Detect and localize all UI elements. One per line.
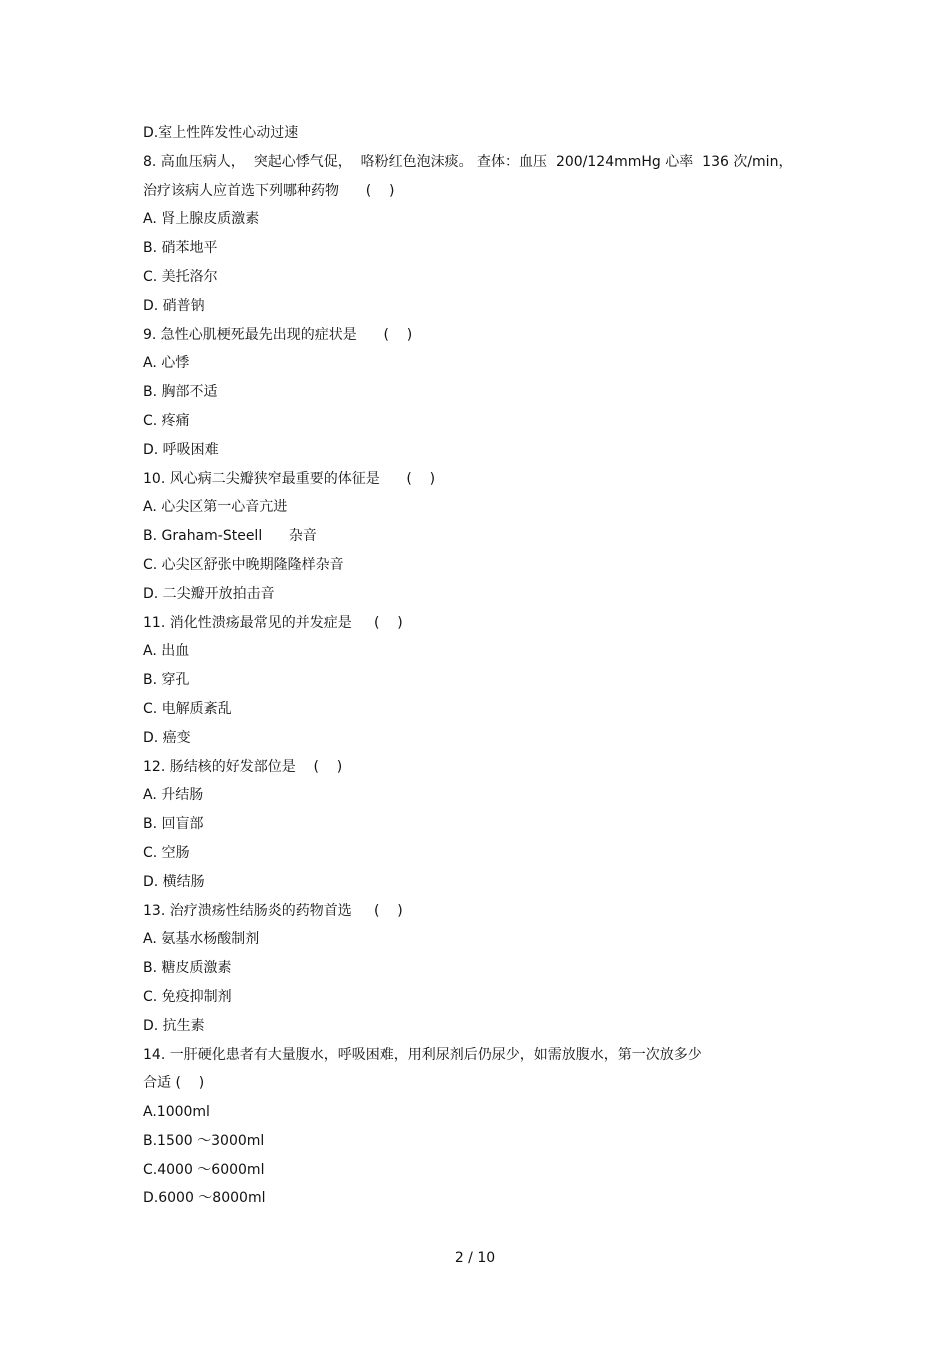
option-line: C.4000 ～6000ml [143,1161,265,1178]
option-line: D. 横结肠 [143,873,205,890]
option-line: D.6000 ～8000ml [143,1190,266,1207]
option-line: A.1000ml [143,1104,210,1121]
option-line: C. 电解质紊乱 [143,700,232,717]
question-11: 11. 消化性溃疡最常见的并发症是 ( ) [143,614,403,631]
question-9: 9. 急性心肌梗死最先出现的症状是 ( ) [143,326,413,343]
option-line: D. 呼吸困难 [143,441,219,458]
question-14-line-1: 14. 一肝硬化患者有大量腹水，呼吸困难，用利尿剂后仍尿少，如需放腹水，第一次放多少 [143,1046,702,1063]
option-line: A. 升结肠 [143,787,204,804]
option-line: D. 硝普钠 [143,297,205,314]
option-line: A. 心悸 [143,355,190,372]
question-12: 12. 肠结核的好发部位是 ( ) [143,758,343,775]
question-10: 10. 风心病二尖瓣狭窄最重要的体征是 ( ) [143,470,436,487]
question-14-line-2: 合适 ( ) [143,1075,205,1092]
option-line: C. 空肠 [143,844,190,861]
option-line: B. 糖皮质激素 [143,960,232,977]
option-line: C. 疼痛 [143,412,190,429]
option-line: C. 心尖区舒张中晚期隆隆样杂音 [143,556,344,573]
text-line: D.室上性阵发性心动过速 [143,125,299,141]
option-line: B. 穿孔 [143,672,190,689]
option-line: B. 胸部不适 [143,384,218,401]
question-text-block [143,119,823,1213]
page-number: 2 / 10 [454,1250,496,1266]
option-line: A. 氨基水杨酸制剂 [143,931,260,948]
question-8-line-1: 8. 高血压病人， 突起心悸气促， 咯粉红色泡沫痰。 查体：血压 200/124mmHg 心率 136 次/min， [143,153,793,170]
option-line: A. 肾上腺皮质激素 [143,211,260,228]
option-line: D. 二尖瓣开放拍击音 [143,585,275,602]
option-line: B. 回盲部 [143,816,204,833]
question-13: 13. 治疗溃疡性结肠炎的药物首选 ( ) [143,902,403,919]
option-line: A. 出血 [143,643,190,660]
option-line: B. 硝苯地平 [143,240,218,257]
option-line: A. 心尖区第一心音亢进 [143,499,288,516]
question-8-line-2: 治疗该病人应首选下列哪种药物 ( ) [143,182,395,199]
option-line: B. Graham-Steell 杂音 [143,528,317,545]
option-line: D. 抗生素 [143,1017,205,1034]
option-line: C. 美托洛尔 [143,268,218,285]
option-line: B.1500 ～3000ml [143,1132,265,1149]
option-line: D. 癌变 [143,729,191,746]
option-line: C. 免疫抑制剂 [143,988,232,1005]
